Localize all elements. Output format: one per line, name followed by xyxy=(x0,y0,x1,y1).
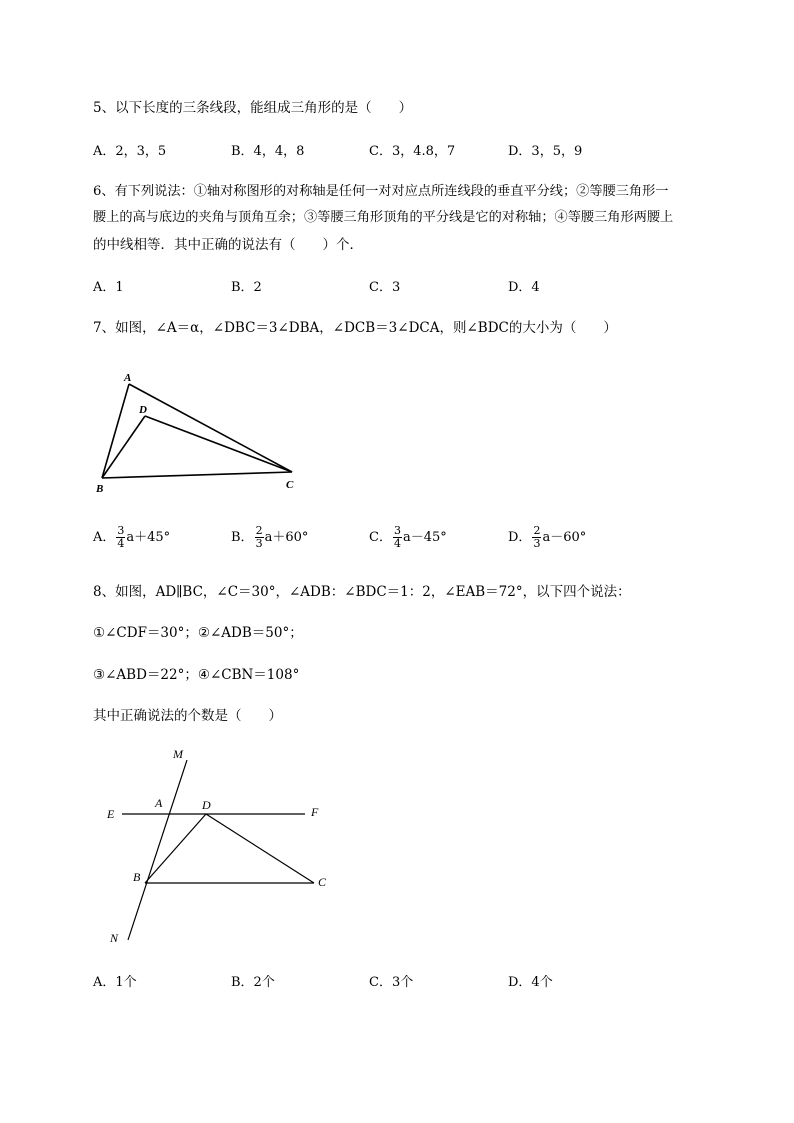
q8-label-f: F xyxy=(311,805,319,819)
q6-stem-line-1: 6、有下列说法：①轴对称图形的对称轴是任何一对对应点所连线段的垂直平分线；②等腰三角形一 xyxy=(93,184,669,199)
q8-option-a: A．1个 xyxy=(93,975,137,990)
q6-stem-line-3: 的中线相等．其中正确的说法有（ ）个． xyxy=(93,237,363,253)
q7-option-d: D． $\frac{2}{3}$ a－60° xyxy=(508,524,587,550)
q8-label-m: M xyxy=(173,747,183,761)
q8-label-b: B xyxy=(133,870,141,884)
q7-label-c: C xyxy=(286,479,294,491)
q7-stem: 7、如图，∠A＝α，∠DBC＝3∠DBA，∠DCB＝3∠DCA，则∠BDC的大小为（ ） xyxy=(93,320,617,336)
q6-option-d: D．4 xyxy=(508,280,540,295)
q7-label-b: B xyxy=(96,483,104,495)
q8-statements-line-2: ③∠ABD＝22°；④∠CBN＝108° xyxy=(93,667,300,683)
q6-option-a: A．1 xyxy=(93,280,124,295)
q7-triangle-figure xyxy=(88,362,308,497)
q6-stem-line-2: 腰上的高与底边的夹角与顶角互余；③等腰三角形顶角的平分线是它的对称轴；④等腰三角形两腰上 xyxy=(93,210,674,225)
q8-stem: 8、如图，AD∥BC，∠C＝30°，∠ADB：∠BDC＝1：2，∠EAB＝72°，以下四个说法： xyxy=(93,584,631,600)
q8-option-b: B．2个 xyxy=(231,975,275,990)
q8-line-mn xyxy=(128,760,187,940)
q7-label-d: D xyxy=(139,404,147,416)
q7-label-a: A xyxy=(124,372,132,384)
q5-option-a: A．2，3，5 xyxy=(93,144,167,159)
q7-segment-ac xyxy=(129,384,292,472)
q8-ask: 其中正确说法的个数是（ ） xyxy=(93,708,282,724)
q5-option-c: C．3，4.8，7 xyxy=(369,144,456,159)
q8-label-d: D xyxy=(202,798,211,812)
q8-option-c: C．3个 xyxy=(369,975,414,990)
q6-option-b: B．2 xyxy=(231,280,262,295)
q5-stem: 5、以下长度的三条线段，能组成三角形的是（ ） xyxy=(93,100,413,116)
q8-label-e: E xyxy=(107,807,115,821)
q7-option-b: B． $\frac{2}{3}$ a＋60° xyxy=(231,524,309,550)
q7-segment-ab xyxy=(102,384,129,478)
q8-segment-bd xyxy=(145,814,206,883)
q5-option-d: D．3，5，9 xyxy=(508,144,583,159)
q8-segment-dc xyxy=(206,814,314,883)
q8-option-d: D．4个 xyxy=(508,975,553,990)
q8-label-c: C xyxy=(318,875,327,889)
q7-option-a: A． $\frac{3}{4}$ a＋45° xyxy=(93,524,171,550)
q7-segment-bc xyxy=(102,472,292,478)
q6-option-c: C．3 xyxy=(369,280,401,295)
q8-statements-line-1: ①∠CDF＝30°；②∠ADB＝50°； xyxy=(93,625,303,641)
q8-label-a: A xyxy=(155,796,163,810)
q7-segment-dc xyxy=(145,416,292,472)
q7-option-c: C． $\frac{3}{4}$ a－45° xyxy=(369,524,447,550)
q8-parallel-lines-figure xyxy=(100,740,340,950)
q5-option-b: B．4，4，8 xyxy=(231,144,305,159)
q7-segment-bd xyxy=(102,416,145,478)
q8-label-n: N xyxy=(110,931,119,945)
